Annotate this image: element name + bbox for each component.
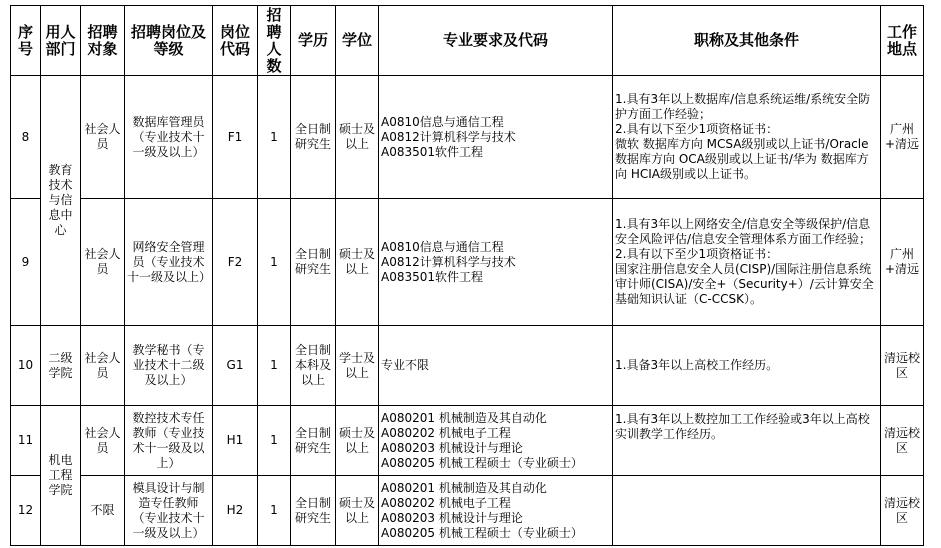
header-cond: 职称及其他条件 bbox=[613, 6, 881, 76]
header-code: 岗位代码 bbox=[213, 6, 258, 76]
header-post: 招聘岗位及等级 bbox=[125, 6, 213, 76]
cell-place: 清远校区 bbox=[881, 476, 924, 546]
cell-post: 数控技术专任教师（专业技术十一级及以上） bbox=[125, 406, 213, 476]
cell-target: 社会人员 bbox=[81, 326, 125, 406]
cell-degree: 硕士及以上 bbox=[336, 199, 379, 326]
header-degree: 学位 bbox=[336, 6, 379, 76]
cell-cond: 1.具有3年以上数据库/信息系统运维/系统安全防护方面工作经验； 2.具有以下至少1项资格证书： 微软 数据库方向 MCSA级别或以上证书/Oracle数据库方向 OCA级别或以上证书/华为 数据库方向 HCIA级别或以上证书。 bbox=[613, 76, 881, 199]
cell-dept: 机电工程学院 bbox=[41, 406, 81, 546]
cell-no: 11 bbox=[11, 406, 41, 476]
cell-num: 1 bbox=[258, 326, 291, 406]
header-no: 序号 bbox=[11, 6, 41, 76]
cell-num: 1 bbox=[258, 476, 291, 546]
header-place: 工作地点 bbox=[881, 6, 924, 76]
cell-target: 社会人员 bbox=[81, 76, 125, 199]
cell-place: 清远校区 bbox=[881, 326, 924, 406]
cell-num: 1 bbox=[258, 199, 291, 326]
cell-target: 社会人员 bbox=[81, 199, 125, 326]
header-edu: 学历 bbox=[291, 6, 336, 76]
cell-major: A080201 机械制造及其自动化 A080202 机械电子工程 A080203 机械设计与理论 A080205 机械工程硕士（专业硕士） bbox=[379, 476, 613, 546]
header-num: 招聘人数 bbox=[258, 6, 291, 76]
table-row bbox=[11, 406, 924, 476]
cell-num: 1 bbox=[258, 406, 291, 476]
cell-no: 12 bbox=[11, 476, 41, 546]
header-dept: 用人部门 bbox=[41, 6, 81, 76]
cell-no: 9 bbox=[11, 199, 41, 326]
cell-target: 不限 bbox=[81, 476, 125, 546]
table-row bbox=[11, 199, 924, 326]
cell-no: 8 bbox=[11, 76, 41, 199]
cell-cond: 1.具备3年以上高校工作经历。 bbox=[613, 326, 881, 406]
cell-edu: 全日制研究生 bbox=[291, 476, 336, 546]
cell-degree: 硕士及以上 bbox=[336, 406, 379, 476]
cell-major: A0810信息与通信工程 A0812计算机科学与技术 A083501软件工程 bbox=[379, 199, 613, 326]
cell-code: G1 bbox=[213, 326, 258, 406]
cell-cond bbox=[613, 476, 881, 546]
cell-target: 社会人员 bbox=[81, 406, 125, 476]
cell-cond: 1.具有3年以上数控加工工作经验或3年以上高校实训教学工作经历。 bbox=[613, 406, 881, 476]
cell-place: 广州+清远 bbox=[881, 199, 924, 326]
cell-dept: 教育技术与信息中心 bbox=[41, 76, 81, 326]
cell-dept: 二级学院 bbox=[41, 326, 81, 406]
table-row bbox=[11, 326, 924, 406]
cell-post: 网络安全管理员（专业技术十一级及以上） bbox=[125, 199, 213, 326]
header-row bbox=[11, 6, 924, 76]
cell-major: A0810信息与通信工程 A0812计算机科学与技术 A083501软件工程 bbox=[379, 76, 613, 199]
cell-place: 清远校区 bbox=[881, 406, 924, 476]
cell-place: 广州+清远 bbox=[881, 76, 924, 199]
cell-degree: 硕士及以上 bbox=[336, 76, 379, 199]
table-row bbox=[11, 476, 924, 546]
cell-edu: 全日制本科及以上 bbox=[291, 326, 336, 406]
cell-major: 专业不限 bbox=[379, 326, 613, 406]
cell-no: 10 bbox=[11, 326, 41, 406]
recruitment-table bbox=[10, 5, 924, 546]
cell-code: F2 bbox=[213, 199, 258, 326]
cell-degree: 学士及以上 bbox=[336, 326, 379, 406]
header-target: 招聘对象 bbox=[81, 6, 125, 76]
cell-post: 教学秘书（专业技术十二级及以上） bbox=[125, 326, 213, 406]
cell-post: 模具设计与制造专任教师（专业技术十一级及以上） bbox=[125, 476, 213, 546]
cell-edu: 全日制研究生 bbox=[291, 76, 336, 199]
cell-code: H1 bbox=[213, 406, 258, 476]
cell-code: F1 bbox=[213, 76, 258, 199]
cell-code: H2 bbox=[213, 476, 258, 546]
cell-post: 数据库管理员（专业技术十一级及以上） bbox=[125, 76, 213, 199]
cell-edu: 全日制研究生 bbox=[291, 406, 336, 476]
table-row bbox=[11, 76, 924, 199]
cell-cond: 1.具有3年以上网络安全/信息安全等级保护/信息安全风险评估/信息安全管理体系方面工作经验； 2.具有以下至少1项资格证书： 国家注册信息安全人员(CISP)/国际注册信息系统审计师(CISA)/安全+（Security+）/云计算安全基础知识认证（C-CCSK）。 bbox=[613, 199, 881, 326]
cell-edu: 全日制研究生 bbox=[291, 199, 336, 326]
cell-degree: 硕士及以上 bbox=[336, 476, 379, 546]
header-major: 专业要求及代码 bbox=[379, 6, 613, 76]
cell-major: A080201 机械制造及其自动化 A080202 机械电子工程 A080203 机械设计与理论 A080205 机械工程硕士（专业硕士） bbox=[379, 406, 613, 476]
cell-num: 1 bbox=[258, 76, 291, 199]
